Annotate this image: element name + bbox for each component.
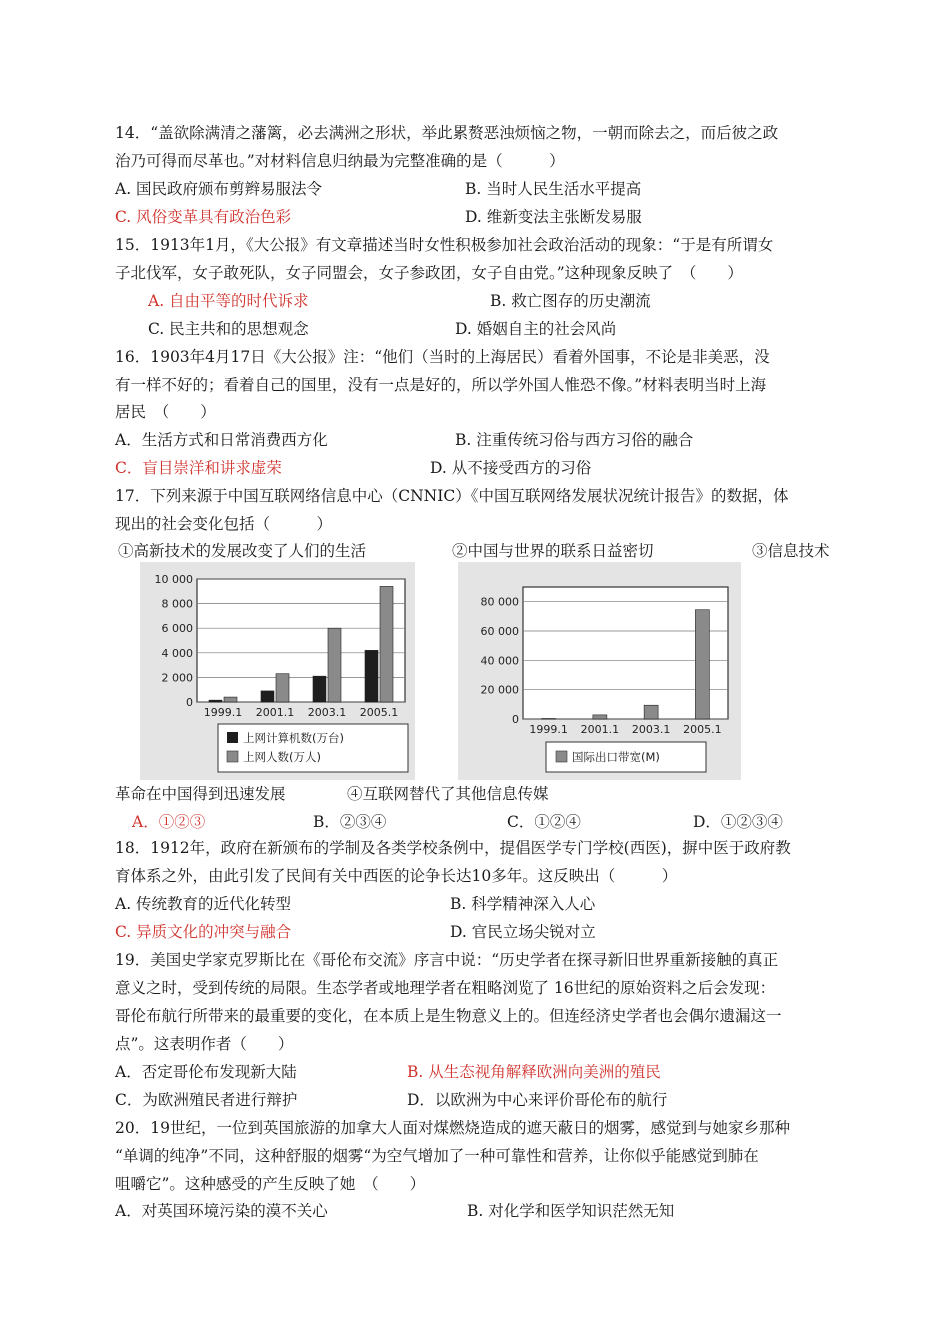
y-tick-label: 80 000	[480, 595, 519, 609]
q19-option-d: D．以欧洲为中心来评价哥伦布的航行	[407, 1091, 668, 1109]
x-tick-label: 2003.1	[307, 706, 347, 719]
q14-stem-line-1: 14．“盖欲除满清之藩篱，必去满洲之形状，举此累赘恶浊烦恼之物，一朝而除去之，而后彼之政	[115, 124, 779, 142]
q14-option-d: D. 维新变法主张断发易服	[465, 208, 642, 226]
q17-stem-line-1: 17．下列来源于中国互联网络信息中心（CNNIC）《中国互联网络发展状况统计报告》的数据，体	[115, 487, 789, 505]
q17-statement-3-part-2: 革命在中国得到迅速发展	[115, 785, 286, 803]
q16-stem-line-3: 居民 （ ）	[115, 403, 216, 421]
q19-option-a: A．否定哥伦布发现新大陆	[115, 1063, 297, 1081]
y-tick-label: 8 000	[161, 597, 193, 611]
q14-option-a: A. 国民政府颁布剪辫易服法令	[115, 180, 323, 198]
q17-option-d: D．①②③④	[693, 813, 783, 831]
q20-stem-line-1: 20．19世纪，一位到英国旅游的加拿大人面对煤燃烧造成的遮天蔽日的烟雾，感觉到与她家乡那种	[115, 1119, 790, 1137]
q19-option-b-answer: B. 从生态视角解释欧洲向美洲的殖民	[407, 1063, 661, 1081]
bar-users-1999.1	[224, 697, 237, 702]
q15-option-d: D. 婚姻自主的社会风尚	[455, 320, 617, 338]
bar-computers-2003.1	[313, 676, 326, 702]
q20-option-a: A．对英国环境污染的漠不关心	[115, 1202, 328, 1220]
q16-option-a: A．生活方式和日常消费西方化	[115, 431, 328, 449]
y-tick-label: 60 000	[480, 625, 519, 638]
bar-users-2005.1	[380, 586, 393, 702]
bar-bandwidth-2003.1	[644, 705, 658, 719]
q19-stem-line-2: 意义之时，受到传统的局限。生态学者或地理学者在粗略浏览了 16世纪的原始资料之后会发现：	[115, 979, 776, 997]
bar-bandwidth-2005.1	[695, 610, 709, 719]
x-tick-label: 2005.1	[359, 706, 399, 719]
q18-option-b: B. 科学精神深入人心	[450, 895, 596, 913]
legend-swatch-bandwidth	[556, 751, 567, 762]
q15-option-b: B. 救亡图存的历史潮流	[490, 292, 651, 310]
q18-stem-line-2: 育体系之外，由此引发了民间有关中西医的论争长达10多年。这反映出（ ）	[115, 867, 678, 885]
y-tick-label: 0	[186, 696, 193, 709]
x-tick-label: 2001.1	[580, 723, 620, 736]
x-tick-label: 1999.1	[203, 706, 243, 719]
q15-stem-line-1: 15．1913年1月，《大公报》有文章描述当时女性积极参加社会政治活动的现象：“于是有所谓女	[115, 236, 774, 254]
chart-internet-users	[140, 562, 415, 780]
y-tick-label: 0	[512, 713, 519, 726]
legend-computers: 上网计算机数(万台)	[243, 731, 344, 745]
q17-statement-2: ②中国与世界的联系日益密切	[452, 542, 654, 560]
q17-statement-1: ①高新技术的发展改变了人们的生活	[118, 542, 367, 560]
bar-bandwidth-2001.1	[593, 715, 607, 719]
bar-users-2003.1	[328, 628, 341, 702]
chart-bandwidth-svg	[458, 562, 741, 780]
bar-computers-1999.1	[209, 700, 222, 702]
q16-option-b: B. 注重传统习俗与西方习俗的融合	[455, 431, 694, 449]
q17-option-c: C．①②④	[507, 813, 581, 831]
q15-stem-line-2: 子北伐军，女子敢死队，女子同盟会，女子参政团，女子自由党。”这种现象反映了 （ ）	[115, 264, 743, 282]
q14-stem-line-2: 治乃可得而尽革也。”对材料信息归纳最为完整准确的是（ ）	[115, 152, 565, 170]
q18-stem-line-1: 18．1912年，政府在新颁布的学制及各类学校条例中，提倡医学专门学校(西医)，摒中医于政府教	[115, 839, 791, 857]
q18-option-a: A. 传统教育的近代化转型	[115, 895, 292, 913]
bar-computers-2005.1	[365, 650, 378, 702]
q15-option-c: C. 民主共和的思想观念	[148, 320, 309, 338]
chart-bandwidth	[458, 562, 741, 780]
x-tick-label: 2005.1	[683, 723, 722, 736]
q18-option-c-answer: C. 异质文化的冲突与融合	[115, 923, 292, 941]
q17-statement-4: ④互联网替代了其他信息传媒	[347, 785, 549, 803]
legend-swatch-computers	[227, 732, 238, 743]
y-tick-label: 4 000	[161, 646, 193, 660]
chart-internet-users-svg	[140, 562, 415, 780]
q19-stem-line-1: 19．美国史学家克罗斯比在《哥伦布交流》序言中说：“历史学者在探寻新旧世界重新接触的真正	[115, 951, 779, 969]
q20-option-b: B. 对化学和医学知识茫然无知	[467, 1202, 675, 1220]
x-tick-label: 2003.1	[631, 723, 671, 736]
q18-option-d: D. 官民立场尖锐对立	[450, 923, 596, 941]
q14-option-c-answer: C. 风俗变革具有政治色彩	[115, 208, 292, 226]
q16-stem-line-1: 16．1903年4月17日《大公报》注：“他们（当时的上海居民）看着外国事，不论是非美恶，没	[115, 348, 770, 366]
q19-option-c: C．为欧洲殖民者进行辩护	[115, 1091, 298, 1109]
legend-swatch-users	[227, 751, 238, 762]
legend-bandwidth: 国际出口带宽(M)	[572, 750, 660, 764]
y-tick-label: 6 000	[161, 622, 193, 636]
x-tick-label: 2001.1	[255, 706, 295, 719]
y-tick-label: 20 000	[480, 683, 519, 697]
q16-option-d: D. 从不接受西方的习俗	[430, 459, 592, 477]
q17-option-a-answer: A．①②③	[132, 813, 206, 831]
y-tick-label: 2 000	[161, 671, 193, 685]
y-tick-label: 40 000	[480, 654, 519, 668]
q17-stem-line-2: 现出的社会变化包括（ ）	[115, 515, 333, 533]
q20-stem-line-3: 咀嚼它”。这种感受的产生反映了她 （ ）	[115, 1175, 426, 1193]
q19-stem-line-4: 点”。这表明作者（ ）	[115, 1035, 294, 1053]
bar-users-2001.1	[276, 674, 289, 702]
q15-option-a-answer: A. 自由平等的时代诉求	[148, 292, 309, 310]
x-tick-label: 1999.1	[529, 723, 568, 736]
q17-option-b: B．②③④	[313, 813, 387, 831]
q19-stem-line-3: 哥伦布航行所带来的最重要的变化，在本质上是生物意义上的。但连经济史学者也会偶尔遗漏这一	[115, 1007, 782, 1025]
q14-option-b: B. 当时人民生活水平提高	[465, 180, 642, 198]
q16-stem-line-2: 有一样不好的；看着自己的国里，没有一点是好的，所以学外国人惟恐不像。”材料表明当时上海	[115, 376, 767, 394]
q17-statement-3-part-1: ③信息技术	[752, 542, 830, 560]
bar-computers-2001.1	[261, 691, 274, 702]
y-tick-label: 10 000	[154, 573, 193, 586]
q20-stem-line-2: “单调的纯净”不同，这种舒服的烟雾“为空气增加了一种可靠性和营养，让你似乎能感觉到肺在	[115, 1147, 759, 1165]
legend-users: 上网人数(万人)	[243, 750, 321, 764]
q16-option-c-answer: C．盲目崇洋和讲求虚荣	[115, 459, 282, 477]
